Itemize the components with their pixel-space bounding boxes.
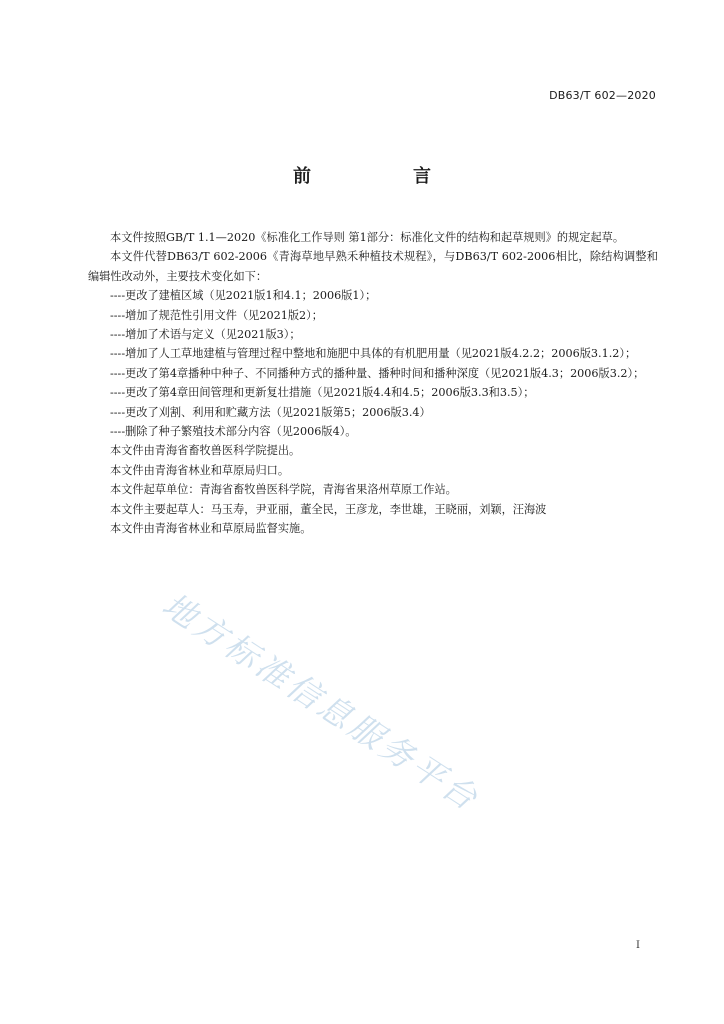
paragraph-administrator: 本文件由青海省林业和草原局归口。 <box>110 463 290 477</box>
paragraph-supervisor: 本文件由青海省林业和草原局监督实施。 <box>110 522 312 536</box>
change-item: ----删除了种子繁殖技术部分内容（见2006版4）。 <box>110 425 357 439</box>
paragraph-drafting-units: 本文件起草单位：青海省畜牧兽医科学院，青海省果洛州草原工作站。 <box>110 483 457 497</box>
change-item: ----更改了第4章田间管理和更新复壮措施（见2021版4.4和4.5；2006版3.3和3.5）； <box>110 386 535 400</box>
change-item: ----增加了人工草地建植与管理过程中整地和施肥中具体的有机肥用量（见2021版4.2.2；2006版3.1.2）； <box>110 347 637 361</box>
paragraph-reference: 本文件按照GB/T 1.1—2020《标准化工作导则 第1部分：标准化文件的结构和起草规则》的规定起草。 <box>110 231 625 244</box>
document-code: DB63/T 602—2020 <box>549 89 656 102</box>
change-item: ----更改了建植区域（见2021版1和4.1；2006版1）； <box>110 289 377 303</box>
body-text <box>88 228 658 539</box>
change-item: ----增加了术语与定义（见2021版3）； <box>110 328 301 342</box>
paragraph-proposer: 本文件由青海省畜牧兽医科学院提出。 <box>110 444 301 458</box>
watermark: 地方标准信息服务平台 <box>155 585 488 820</box>
page-number: I <box>636 940 640 951</box>
change-item: ----更改了第4章播种中种子、不同播种方式的播种量、播种时间和播种深度（见2021版4.3；2006版3.2）； <box>110 366 645 380</box>
change-item: ----更改了刈割、利用和贮藏方法（见2021版第5；2006版3.4） <box>110 405 431 419</box>
change-item: ----增加了规范性引用文件（见2021版2）； <box>110 308 323 322</box>
page-title: 前 言 <box>293 166 473 187</box>
paragraph-replacement: 本文件代替DB63/T 602-2006《青海草地早熟禾种植技术规程》，与DB63/T 602-2006相比，除结构调整和编辑性改动外，主要技术变化如下： <box>88 250 658 283</box>
paragraph-drafters: 本文件主要起草人：马玉寿，尹亚丽，董全民，王彦龙，李世雄，王晓丽，刘颖，汪海波 <box>110 502 547 516</box>
